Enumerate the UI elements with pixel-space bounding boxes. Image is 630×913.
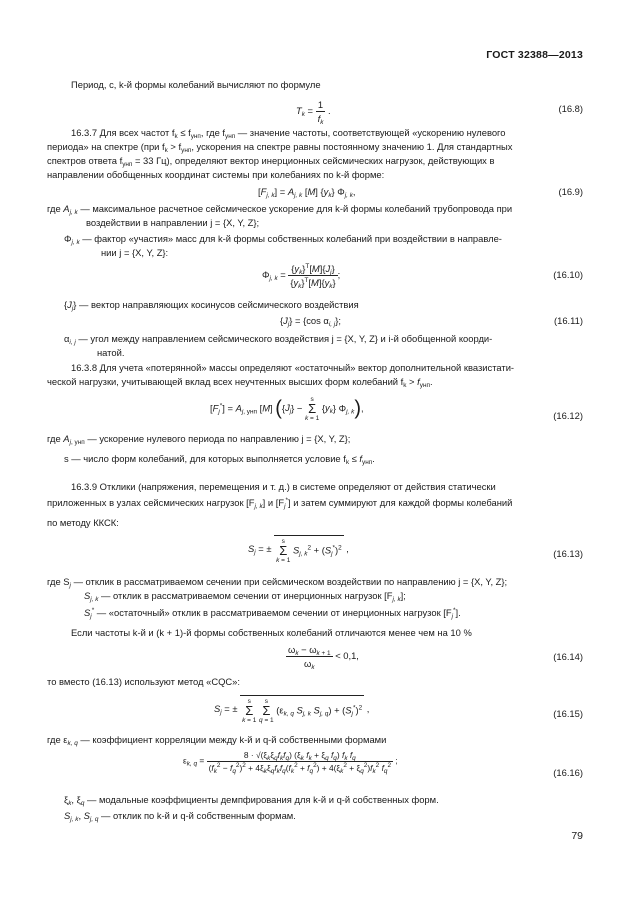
paragraph-line: направлении обобщенных координат системы при колебаниях по k-й форме: <box>47 169 385 180</box>
where-Sjkq: $S_{j, k}$, $S_{j, q}$ — отклик по k-й и q-й собственным формам. <box>64 810 296 823</box>
paragraph-line: по методу ККСК: <box>47 517 119 528</box>
paragraph-line: периода» на спектре (при $f_k > f_{унп}$, ускорения на спектре равны постоянному значению 1. Для стандартных <box>47 141 513 154</box>
formula-16-8: $T_k$ = $\frac{1}{f_k}$ . <box>296 99 331 126</box>
equation-number: (16.16) <box>553 767 583 778</box>
paragraph-16-3-8: 16.3.8 Для учета «потерянной» массы определяют «остаточный» вектор дополнительной квазистати- <box>71 362 515 373</box>
equation-number: (16.13) <box>553 548 583 559</box>
formula-16-15: $S_j$ = ± s Σ k = 1 s Σ q = 1 ($\varepsilon_{k, q}$ $S_{j, k}$ $S_{j, q}) + (S_j^*)^2$ , <box>214 695 369 724</box>
where-A-cont: воздействии в направлении j = {X, Y, Z}; <box>86 217 260 228</box>
equation-number: (16.15) <box>553 708 583 719</box>
equation-number: (16.10) <box>553 269 583 280</box>
formula-16-14: $\frac{\omega_k - \omega_{k + 1}}{\omega_k}$ < 0,1, <box>288 644 359 671</box>
where-alpha: $\alpha_{i, j}$ — угол между направлением сейсмического воздействия j = {X, Y, Z} и i-й обобщенной коорди- <box>64 333 493 346</box>
paragraph-16-3-9: 16.3.9 Отклики (напряжения, перемещения и т. д.) в системе определяют от действия статически <box>71 481 496 492</box>
cqc-intro: то вместо (16.13) используют метод «CQC»: <box>47 676 240 687</box>
formula-16-11: $\{J_j\} = \{\cos$ $\alpha_{i, j}$}; <box>280 315 341 328</box>
equation-number: (16.8) <box>558 103 583 114</box>
where-xi: $\xi_k$, $\xi_q$ — модальные коэффициенты демпфирования для k-й и q-й собственных форм. <box>64 794 439 807</box>
where-eps: где $\varepsilon_{k, q}$ — коэффициент корреляции между k-й и q-й собственными формами <box>47 734 387 747</box>
paragraph-line: приложенных в узлах сейсмических нагрузок $[F_{j, k}]$ и $[F_j^*]$ и затем суммируют для каждой формы колебаний <box>47 497 513 510</box>
equation-number: (16.12) <box>553 410 583 421</box>
formula-16-9: $[F_{j, k}] = A_{j, k}$ [M] $\{y_k\}$ $\Phi_{j, k}$, <box>258 186 356 199</box>
paragraph-line: ческой нагрузки, учитывающей вклад всех неучтенных высших форм колебаний $f_k > f_{унп}$. <box>47 376 433 389</box>
paragraph-line: спектров ответа $f_{унп} = 33$ Гц), определяют вектор инерционных сейсмических нагрузок, действующих в <box>47 155 495 168</box>
where-Phi-cont: нии j = {X, Y, Z}: <box>101 247 169 258</box>
paragraph-16-3-7: 16.3.7 Для всех частот $f_k \le f_{унп}$, где $f_{унп}$ — значение частоты, соответствующей «ускорению нулевого <box>71 127 506 140</box>
where-Azpa: где $A_{j, унп}$ — ускорение нулевого периода по направлению j = {X, Y, Z}; <box>47 433 351 446</box>
where-s: s — число форм колебаний, для которых выполняется условие $f_k \le f_{унп}$. <box>64 453 375 466</box>
where-J: $\{J_j\}$ — вектор направляющих косинусов сейсмического воздействия <box>64 299 359 312</box>
where-alpha-cont: натой. <box>97 347 125 358</box>
period-intro: Период, с, k-й формы колебаний вычисляют по формуле <box>71 79 321 90</box>
frequency-condition: Если частоты k-й и (k + 1)-й формы собственных колебаний отличаются менее чем на 10 % <box>71 627 472 638</box>
page-number: 79 <box>571 830 583 842</box>
where-Phi: $\Phi_{j, k}$ — фактор «участия» масс для k-й формы собственных колебаний при воздействии в направле- <box>64 233 502 246</box>
formula-16-12: $[F_j^*] = A_{j, унп}$ [M] ($\{J_j\} - s$ Σ k = 1 $\{y_k\}$ $\Phi_{j, k}$), <box>210 396 364 422</box>
formula-16-16: $\varepsilon_{k, q}$ = $\frac{8 \cdot √(\xi_k\xi_qf_kf_q) (\xi_k f_k + \xi_q f_q) f_k f_q}{(f_k^2 - f_q^2)^2 + 4\xi_k\xi_qf_kf_q(f_k^2 + f_q^2) + 4(\xi_k^2 + \xi_q^2)f_k^2 f_q^2}$ ; <box>183 750 398 775</box>
where-Sstar: $S_j^*$ — «остаточный» отклик в рассматриваемом сечении от инерционных нагрузок $[F_j^*]$. <box>84 607 461 620</box>
equation-number: (16.9) <box>558 186 583 197</box>
formula-16-10: $\Phi_{j, k}$ = $\frac{\{y_k\}^T[M]\{J_j\}}{\{y_k\}^T[M]\{y_k\}}$ ; <box>262 263 341 290</box>
where-A: где $A_{j, k}$ — максимальное расчетное сейсмическое ускорение для k-й формы колебаний трубопровода при <box>47 203 513 216</box>
formula-16-13: $S_j$ = ± s Σ k = 1 $S_{j, k}^2 + (S_j^*)^2$ , <box>248 535 349 564</box>
equation-number: (16.14) <box>553 651 583 662</box>
where-S: где $S_j$ — отклик в рассматриваемом сечении при сейсмическом воздействии по направлению j = {X, Y, Z}; <box>47 576 508 589</box>
document-header: ГОСТ 32388—2013 <box>486 49 583 61</box>
equation-number: (16.11) <box>553 315 583 326</box>
where-Sjk: $S_{j, k}$ — отклик в рассматриваемом сечении от инерционных нагрузок $[F_{j, k}]$; <box>84 590 406 603</box>
